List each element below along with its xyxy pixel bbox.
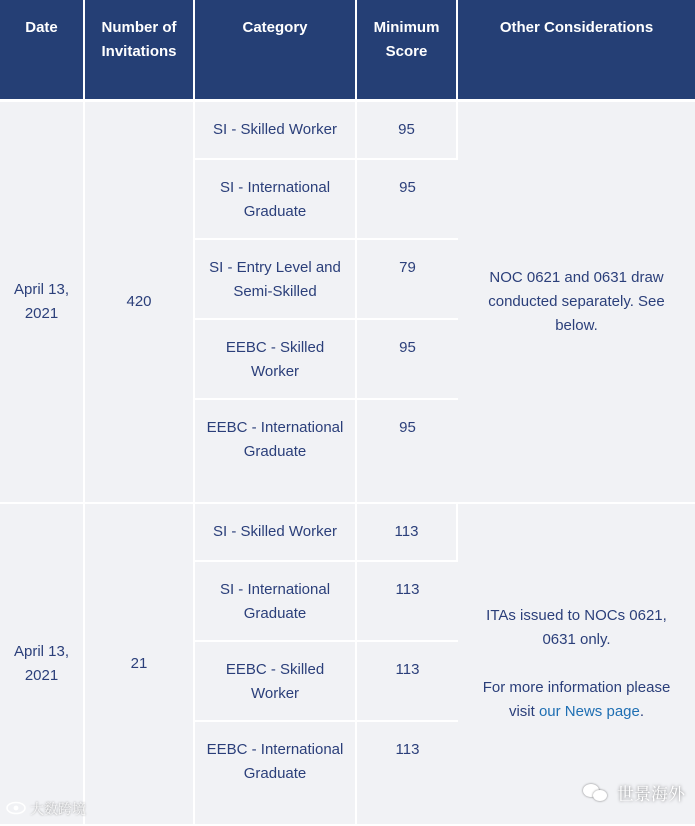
score-cell: 95 xyxy=(357,102,458,160)
category-cell: EEBC - International Graduate xyxy=(195,722,357,826)
category-cell: SI - Skilled Worker xyxy=(195,504,357,562)
watermark-right xyxy=(583,780,685,805)
category-cell: SI - International Graduate xyxy=(195,160,357,240)
watermark-left xyxy=(6,799,86,819)
considerations-cell xyxy=(458,504,695,826)
header-invitations: Number of Invitations xyxy=(85,0,195,102)
header-other-considerations: Other Considerations xyxy=(458,0,695,102)
invitations-cell: 420 xyxy=(85,102,195,504)
table-row xyxy=(0,102,695,160)
score-cell: 95 xyxy=(357,160,458,240)
date-cell: April 13, 2021 xyxy=(0,102,85,504)
watermark-right-text: 世景海外 xyxy=(617,785,685,804)
header-date: Date xyxy=(0,0,85,102)
date-cell: April 13, 2021 xyxy=(0,504,85,826)
category-cell: SI - Entry Level and Semi-Skilled xyxy=(195,240,357,320)
header-row xyxy=(0,0,695,102)
category-cell: SI - International Graduate xyxy=(195,562,357,642)
category-cell: EEBC - Skilled Worker xyxy=(195,320,357,400)
header-minimum-score: Minimum Score xyxy=(357,0,458,102)
news-page-link[interactable]: our News page xyxy=(538,703,640,720)
category-cell: SI - Skilled Worker xyxy=(195,102,357,160)
score-cell: 113 xyxy=(357,562,458,642)
category-cell: EEBC - International Graduate xyxy=(195,400,357,504)
score-cell: 95 xyxy=(357,400,458,504)
score-cell: 113 xyxy=(357,642,458,722)
score-cell: 113 xyxy=(357,504,458,562)
considerations-cell: NOC 0621 and 0631 draw conducted separately. See below. xyxy=(458,102,695,504)
more-info-suffix: . xyxy=(639,703,645,720)
table-row xyxy=(0,504,695,562)
invitations-cell: 21 xyxy=(85,504,195,826)
category-cell: EEBC - Skilled Worker xyxy=(195,642,357,722)
paragraph-gap xyxy=(468,652,685,676)
eye-logo-icon xyxy=(6,801,26,818)
score-cell: 95 xyxy=(357,320,458,400)
considerations-text: ITAs issued to NOCs 0621, 0631 only. xyxy=(486,607,667,648)
watermark-left-text: 大数跨境 xyxy=(30,801,86,817)
score-cell: 79 xyxy=(357,240,458,320)
score-cell: 113 xyxy=(357,722,458,826)
more-info-text: For more information please visit xyxy=(482,679,671,720)
header-category: Category xyxy=(195,0,357,102)
wechat-icon xyxy=(583,782,609,804)
